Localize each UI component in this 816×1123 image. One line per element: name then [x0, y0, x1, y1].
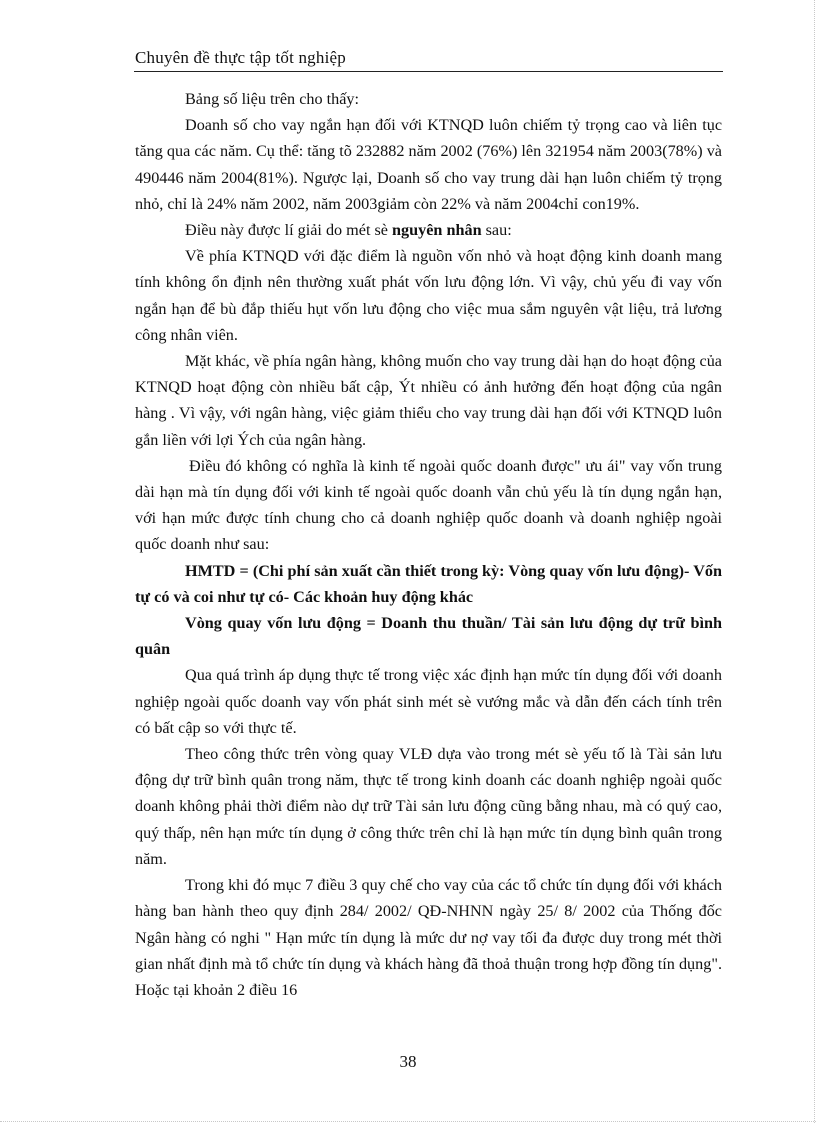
page-bottom-border [0, 1121, 816, 1122]
paragraph-regulation: Trong khi đó mục 7 điều 3 quy chế cho vay của các tổ chức tín dụng đối với khách hàng ban hành theo quy định 284/ 2002/ QĐ-NHNN ngày 25/ 8/ 2002 của Thống đốc Ngân hàng có nghi " Hạn mức tín dụng là mức dư nợ vay tối đa được duy trong mét thời gian nhất định mà tổ chức tín dụng và khách hàng đã thoả thuận trong hợp đồng tín dụng". Hoặc tại khoản 2 điều 16 [135, 876, 722, 999]
header-divider [134, 71, 723, 72]
paragraph-formula-critique: Theo công thức trên vòng quay VLĐ dựa vào trong mét sè yếu tố là Tài sản lưu động dự trữ bình quân trong năm, thực tế trong kinh doanh các doanh nghiệp ngoài quốc doanh không phải thời điểm nào dự trữ Tài sản lưu động cũng bằng nhau, mà có quý cao, quý thấp, nên hạn mức tín dụng ở công thức trên chỉ là hạn mức tín dụng bình quân trong năm. [135, 745, 722, 868]
reasons-text-end: sau: [481, 221, 512, 240]
reasons-bold-term: nguyên nhân [392, 221, 482, 240]
document-body [135, 86, 722, 1003]
paragraph-credit-limit: Điều đó không có nghĩa là kinh tế ngoài quốc doanh được" ưu ái" vay vốn trung dài hạn mà tín dụng đối với kinh tế ngoài quốc doanh vẫn chủ yếu là tín dụng ngắn hạn, với hạn mức được tính chung cho cả doanh nghiệp quốc doanh và doanh nghiệp ngoài quốc doanh như sau: [135, 456, 722, 554]
paragraph-reasons [135, 217, 722, 243]
reasons-text-start: Điều này được lí giải do mét sè [185, 221, 393, 240]
page-right-border [814, 0, 815, 1123]
formula-hmtd: HMTD = (Chi phí sản xuất cần thiết trong kỳ: Vòng quay vốn lưu động)- Vốn tự có và coi như tự có- Các khoản huy động khác [135, 561, 722, 606]
page-header-title: Chuyên đề thực tập tốt nghiệp [135, 48, 346, 67]
page-number: 38 [399, 1052, 417, 1071]
paragraph-short-term-lending: Doanh số cho vay ngắn hạn đối với KTNQD luôn chiếm tỷ trọng cao và liên tục tăng qua các năm. Cụ thể: tăng tõ 232882 năm 2002 (76%) lên 321954 năm 2003(78%) và 490446 năm 2004(81%). Ngược lại, Doanh số cho vay trung dài hạn luôn chiếm tỷ trọng nhỏ, chỉ là 24% năm 2002, năm 2003giảm còn 22% và năm 2004chỉ con19%. [135, 116, 722, 213]
formula-working-capital-turnover: Vòng quay vốn lưu động = Doanh thu thuần/ Tài sản lưu động dự trữ bình quân [135, 614, 722, 659]
paragraph-practical-issues: Qua quá trình áp dụng thực tế trong việc xác định hạn mức tín dụng đối với doanh nghiệp ngoài quốc doanh vay vốn phát sinh mét sè vướng mắc và dẫn đến cách tính trên có bất cập so với thực tế. [135, 666, 722, 737]
paragraph-intro: Bảng số liệu trên cho thấy: [185, 90, 359, 108]
paragraph-ktnqd-side: Về phía KTNQD với đặc điểm là nguồn vốn nhỏ và hoạt động kinh doanh mang tính không ổn định nên thường xuất phát vốn lưu động lớn. Vì vậy, chủ yếu đi vay vốn ngắn hạn để bù đắp thiếu hụt vốn lưu động cho việc mua sắm nguyên vật liệu, trả lương công nhân viên. [135, 247, 722, 344]
paragraph-bank-side: Mặt khác, về phía ngân hàng, không muốn cho vay trung dài hạn do hoạt động của KTNQD hoạt động còn nhiều bất cập, Ýt nhiều có ảnh hưởng đến hoạt động của ngân hàng . Vì vậy, với ngân hàng, việc giảm thiểu cho vay trung dài hạn đối với KTNQD luôn gắn liền với lợi Ých của ngân hàng. [135, 352, 722, 449]
